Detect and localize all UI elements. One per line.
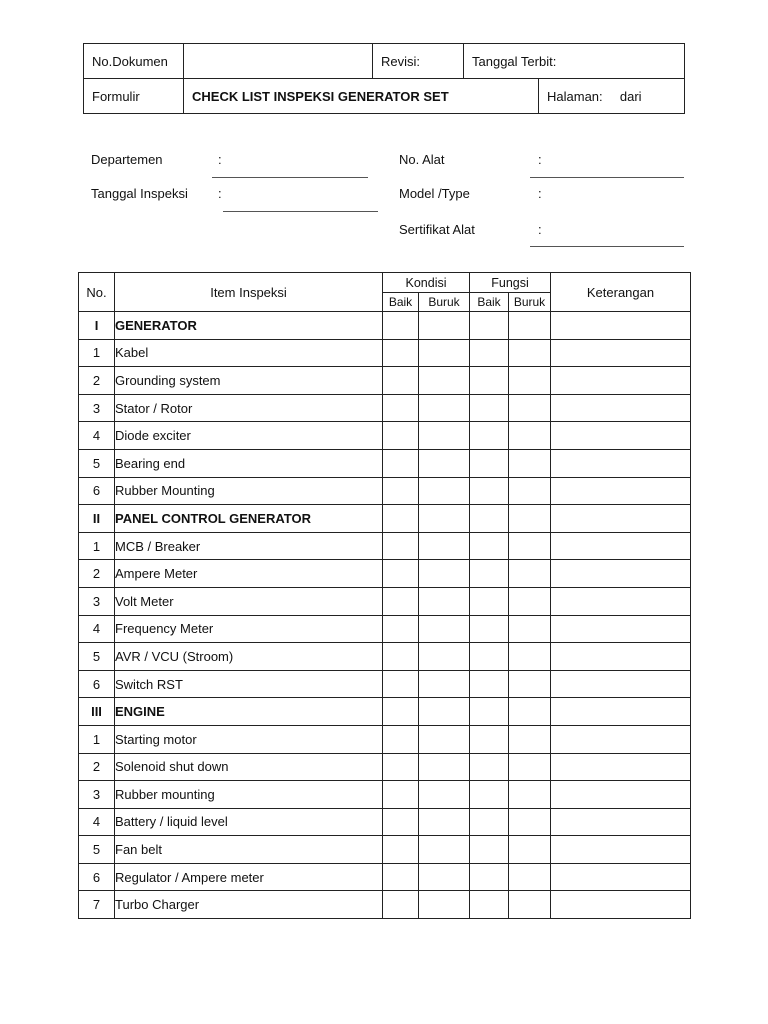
fungsi-buruk-cell[interactable]: [509, 725, 551, 753]
item-name: AVR / VCU (Stroom): [115, 643, 383, 671]
fungsi-baik-cell[interactable]: [470, 836, 509, 864]
keterangan-cell[interactable]: [551, 449, 691, 477]
kondisi-baik-cell[interactable]: [383, 753, 419, 781]
fungsi-buruk-cell[interactable]: [509, 339, 551, 367]
kondisi-baik-cell[interactable]: [383, 477, 419, 505]
row-number: 4: [79, 615, 115, 643]
row-number: II: [79, 505, 115, 533]
fungsi-buruk-cell[interactable]: [509, 698, 551, 726]
table-row: [79, 367, 691, 395]
kondisi-buruk-cell[interactable]: [419, 781, 470, 809]
table-row: [79, 836, 691, 864]
kondisi-baik-cell[interactable]: [383, 339, 419, 367]
kondisi-buruk-cell[interactable]: [419, 670, 470, 698]
table-row: [79, 615, 691, 643]
kondisi-buruk-cell[interactable]: [419, 422, 470, 450]
fungsi-baik-cell[interactable]: [470, 725, 509, 753]
row-number: 2: [79, 367, 115, 395]
item-name: Battery / liquid level: [115, 808, 383, 836]
keterangan-cell[interactable]: [551, 339, 691, 367]
row-number: 7: [79, 891, 115, 919]
fungsi-baik-cell[interactable]: [470, 808, 509, 836]
fungsi-baik-cell[interactable]: [470, 532, 509, 560]
kondisi-baik-cell[interactable]: [383, 615, 419, 643]
fungsi-buruk-cell[interactable]: [509, 422, 551, 450]
header-kondisi-baik: Baik: [383, 293, 419, 312]
item-name: Turbo Charger: [115, 891, 383, 919]
kondisi-buruk-cell[interactable]: [419, 587, 470, 615]
fungsi-baik-cell[interactable]: [470, 670, 509, 698]
row-number: 2: [79, 753, 115, 781]
halaman-label: Halaman:: [547, 88, 603, 104]
fungsi-buruk-cell[interactable]: [509, 312, 551, 340]
fungsi-baik-cell[interactable]: [470, 505, 509, 533]
dari-label: dari: [619, 88, 642, 104]
fungsi-buruk-cell[interactable]: [509, 670, 551, 698]
inspection-table: [78, 272, 691, 919]
header-fungsi-buruk: Buruk: [509, 293, 551, 312]
item-name: Grounding system: [115, 367, 383, 395]
formulir-label: Formulir: [84, 79, 184, 114]
row-number: 5: [79, 643, 115, 671]
table-row: [79, 643, 691, 671]
kondisi-buruk-cell[interactable]: [419, 615, 470, 643]
row-number: 1: [79, 339, 115, 367]
row-number: 6: [79, 863, 115, 891]
table-row: [79, 477, 691, 505]
fungsi-buruk-cell[interactable]: [509, 643, 551, 671]
kondisi-baik-cell[interactable]: [383, 449, 419, 477]
kondisi-buruk-cell[interactable]: [419, 394, 470, 422]
row-number: 5: [79, 449, 115, 477]
table-row: [79, 808, 691, 836]
keterangan-cell[interactable]: [551, 891, 691, 919]
fungsi-baik-cell[interactable]: [470, 560, 509, 588]
fungsi-baik-cell[interactable]: [470, 367, 509, 395]
keterangan-cell[interactable]: [551, 698, 691, 726]
kondisi-baik-cell[interactable]: [383, 312, 419, 340]
table-row: [79, 753, 691, 781]
kondisi-baik-cell[interactable]: [383, 587, 419, 615]
inspection-rows: [79, 312, 691, 919]
fungsi-baik-cell[interactable]: [470, 477, 509, 505]
kondisi-buruk-cell[interactable]: [419, 698, 470, 726]
sertifikat-colon: :: [538, 222, 542, 237]
keterangan-cell[interactable]: [551, 422, 691, 450]
table-row: [79, 781, 691, 809]
header-fungsi-baik: Baik: [470, 293, 509, 312]
row-number: 6: [79, 477, 115, 505]
row-number: 3: [79, 394, 115, 422]
keterangan-cell[interactable]: [551, 560, 691, 588]
keterangan-cell[interactable]: [551, 753, 691, 781]
item-name: Starting motor: [115, 725, 383, 753]
item-name: MCB / Breaker: [115, 532, 383, 560]
fungsi-baik-cell[interactable]: [470, 643, 509, 671]
row-number: 5: [79, 836, 115, 864]
keterangan-cell[interactable]: [551, 367, 691, 395]
fungsi-buruk-cell[interactable]: [509, 560, 551, 588]
item-name: Frequency Meter: [115, 615, 383, 643]
fungsi-buruk-cell[interactable]: [509, 615, 551, 643]
item-name: Volt Meter: [115, 587, 383, 615]
row-number: 3: [79, 587, 115, 615]
model-type-label: Model /Type: [399, 186, 470, 201]
fungsi-buruk-cell[interactable]: [509, 394, 551, 422]
row-number: 4: [79, 422, 115, 450]
header-kondisi: Kondisi: [383, 273, 470, 293]
fungsi-baik-cell[interactable]: [470, 394, 509, 422]
fungsi-baik-cell[interactable]: [470, 698, 509, 726]
fungsi-baik-cell[interactable]: [470, 312, 509, 340]
fungsi-baik-cell[interactable]: [470, 863, 509, 891]
table-row: [79, 394, 691, 422]
table-row: [79, 532, 691, 560]
kondisi-buruk-cell[interactable]: [419, 339, 470, 367]
table-row: [79, 587, 691, 615]
item-name: Kabel: [115, 339, 383, 367]
kondisi-buruk-cell[interactable]: [419, 725, 470, 753]
table-row: [79, 339, 691, 367]
fungsi-buruk-cell[interactable]: [509, 587, 551, 615]
kondisi-baik-cell[interactable]: [383, 863, 419, 891]
revisi-label: Revisi:: [373, 44, 464, 79]
kondisi-buruk-cell[interactable]: [419, 643, 470, 671]
kondisi-buruk-cell[interactable]: [419, 532, 470, 560]
table-row: [79, 560, 691, 588]
fungsi-baik-cell[interactable]: [470, 587, 509, 615]
table-row: [79, 449, 691, 477]
fungsi-baik-cell[interactable]: [470, 615, 509, 643]
kondisi-baik-cell[interactable]: [383, 560, 419, 588]
fungsi-buruk-cell[interactable]: [509, 863, 551, 891]
table-row: [79, 670, 691, 698]
tanggal-inspeksi-label: Tanggal Inspeksi: [91, 186, 188, 201]
fungsi-buruk-cell[interactable]: [509, 781, 551, 809]
form-title: CHECK LIST INSPEKSI GENERATOR SET: [184, 79, 539, 114]
fungsi-buruk-cell[interactable]: [509, 367, 551, 395]
table-row: [79, 422, 691, 450]
kondisi-baik-cell[interactable]: [383, 781, 419, 809]
keterangan-cell[interactable]: [551, 643, 691, 671]
departemen-field[interactable]: [212, 177, 368, 178]
fungsi-baik-cell[interactable]: [470, 781, 509, 809]
sertifikat-label: Sertifikat Alat: [399, 222, 475, 237]
doc-no-value[interactable]: [184, 44, 373, 79]
kondisi-baik-cell[interactable]: [383, 394, 419, 422]
keterangan-cell[interactable]: [551, 587, 691, 615]
fungsi-buruk-cell[interactable]: [509, 836, 551, 864]
fungsi-buruk-cell[interactable]: [509, 505, 551, 533]
keterangan-cell[interactable]: [551, 670, 691, 698]
fungsi-baik-cell[interactable]: [470, 339, 509, 367]
kondisi-baik-cell[interactable]: [383, 532, 419, 560]
kondisi-baik-cell[interactable]: [383, 808, 419, 836]
fungsi-baik-cell[interactable]: [470, 753, 509, 781]
keterangan-cell[interactable]: [551, 477, 691, 505]
fungsi-baik-cell[interactable]: [470, 422, 509, 450]
table-row: [79, 863, 691, 891]
fungsi-buruk-cell[interactable]: [509, 891, 551, 919]
row-number: 1: [79, 532, 115, 560]
item-name: Diode exciter: [115, 422, 383, 450]
doc-no-label: No.Dokumen: [84, 44, 184, 79]
item-name: Fan belt: [115, 836, 383, 864]
header-item: Item Inspeksi: [115, 273, 383, 312]
keterangan-cell[interactable]: [551, 394, 691, 422]
kondisi-buruk-cell[interactable]: [419, 560, 470, 588]
keterangan-cell[interactable]: [551, 808, 691, 836]
item-name: Bearing end: [115, 449, 383, 477]
item-name: PANEL CONTROL GENERATOR: [115, 505, 383, 533]
keterangan-cell[interactable]: [551, 836, 691, 864]
kondisi-baik-cell[interactable]: [383, 836, 419, 864]
kondisi-baik-cell[interactable]: [383, 670, 419, 698]
kondisi-buruk-cell[interactable]: [419, 808, 470, 836]
item-name: Stator / Rotor: [115, 394, 383, 422]
sertifikat-field[interactable]: [530, 246, 684, 247]
document-header: [83, 43, 685, 114]
keterangan-cell[interactable]: [551, 781, 691, 809]
header-fungsi: Fungsi: [470, 273, 551, 293]
section-row: [79, 312, 691, 340]
kondisi-buruk-cell[interactable]: [419, 753, 470, 781]
departemen-label: Departemen: [91, 152, 163, 167]
kondisi-buruk-cell[interactable]: [419, 449, 470, 477]
fungsi-baik-cell[interactable]: [470, 449, 509, 477]
item-name: Switch RST: [115, 670, 383, 698]
kondisi-buruk-cell[interactable]: [419, 863, 470, 891]
item-name: Regulator / Ampere meter: [115, 863, 383, 891]
keterangan-cell[interactable]: [551, 725, 691, 753]
row-number: I: [79, 312, 115, 340]
row-number: 1: [79, 725, 115, 753]
tanggal-inspeksi-field[interactable]: [223, 211, 378, 212]
table-row: [79, 725, 691, 753]
keterangan-cell[interactable]: [551, 312, 691, 340]
item-name: Rubber Mounting: [115, 477, 383, 505]
kondisi-baik-cell[interactable]: [383, 422, 419, 450]
no-alat-colon: :: [538, 152, 542, 167]
keterangan-cell[interactable]: [551, 532, 691, 560]
section-row: [79, 698, 691, 726]
fungsi-buruk-cell[interactable]: [509, 532, 551, 560]
kondisi-buruk-cell[interactable]: [419, 312, 470, 340]
kondisi-buruk-cell[interactable]: [419, 367, 470, 395]
no-alat-field[interactable]: [530, 177, 684, 178]
row-number: 6: [79, 670, 115, 698]
keterangan-cell[interactable]: [551, 615, 691, 643]
item-name: Ampere Meter: [115, 560, 383, 588]
table-row: [79, 891, 691, 919]
halaman-cell: [539, 79, 685, 114]
no-alat-label: No. Alat: [399, 152, 445, 167]
item-name: ENGINE: [115, 698, 383, 726]
keterangan-cell[interactable]: [551, 863, 691, 891]
kondisi-baik-cell[interactable]: [383, 643, 419, 671]
header-keterangan: Keterangan: [551, 273, 691, 312]
keterangan-cell[interactable]: [551, 505, 691, 533]
kondisi-buruk-cell[interactable]: [419, 836, 470, 864]
kondisi-baik-cell[interactable]: [383, 367, 419, 395]
kondisi-baik-cell[interactable]: [383, 891, 419, 919]
fungsi-buruk-cell[interactable]: [509, 449, 551, 477]
tanggal-inspeksi-colon: :: [218, 186, 222, 201]
item-name: Solenoid shut down: [115, 753, 383, 781]
row-number: 2: [79, 560, 115, 588]
header-kondisi-buruk: Buruk: [419, 293, 470, 312]
kondisi-buruk-cell[interactable]: [419, 505, 470, 533]
kondisi-baik-cell[interactable]: [383, 698, 419, 726]
header-no: No.: [79, 273, 115, 312]
row-number: 3: [79, 781, 115, 809]
kondisi-buruk-cell[interactable]: [419, 891, 470, 919]
kondisi-buruk-cell[interactable]: [419, 477, 470, 505]
model-type-colon: :: [538, 186, 542, 201]
row-number: III: [79, 698, 115, 726]
section-row: [79, 505, 691, 533]
kondisi-baik-cell[interactable]: [383, 505, 419, 533]
fungsi-baik-cell[interactable]: [470, 891, 509, 919]
fungsi-buruk-cell[interactable]: [509, 808, 551, 836]
item-name: Rubber mounting: [115, 781, 383, 809]
row-number: 4: [79, 808, 115, 836]
kondisi-baik-cell[interactable]: [383, 725, 419, 753]
fungsi-buruk-cell[interactable]: [509, 477, 551, 505]
item-name: GENERATOR: [115, 312, 383, 340]
departemen-colon: :: [218, 152, 222, 167]
tanggal-terbit-label: Tanggal Terbit:: [464, 44, 685, 79]
fungsi-buruk-cell[interactable]: [509, 753, 551, 781]
